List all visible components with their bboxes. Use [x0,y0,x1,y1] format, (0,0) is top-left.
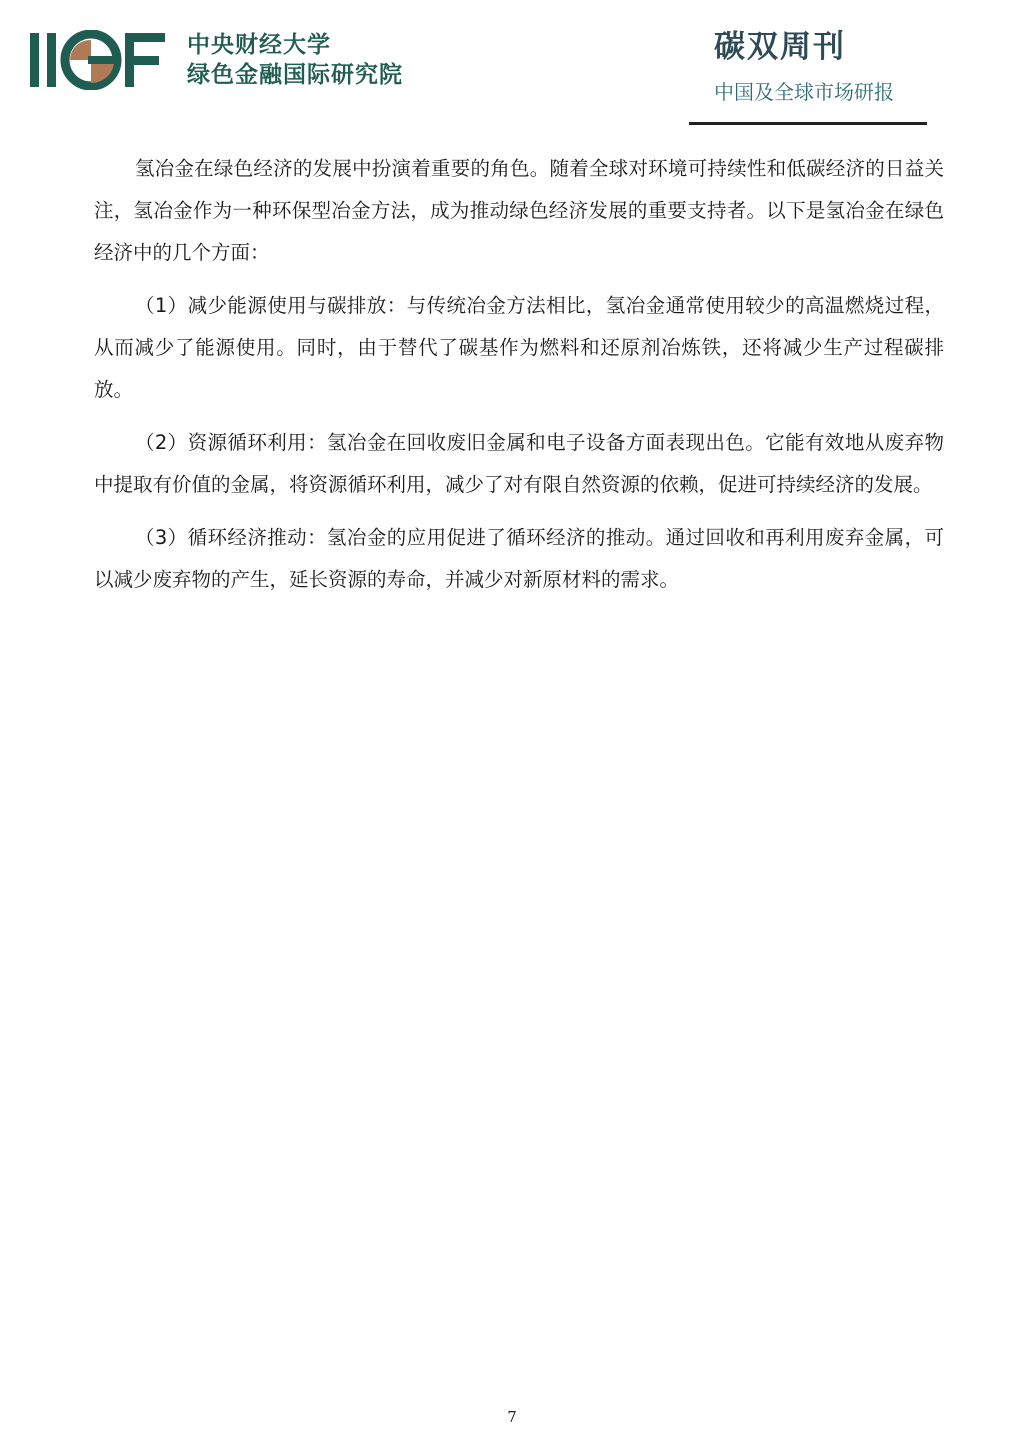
institute-line-1: 中央财经大学 [187,32,331,58]
point-2-paragraph: （2）资源循环利用：氢冶金在回收废旧金属和电子设备方面表现出色。它能有效地从废弃物中提取有价值的金属，将资源循环利用，减少了对有限自然资源的依赖，促进可持续经济的发展。 [94,431,944,496]
point-3-paragraph: （3）循环经济推动：氢冶金的应用促进了循环经济的推动。通过回收和再利用废弃金属，可以减少废弃物的产生，延长资源的寿命，并减少对新原材料的需求。 [94,526,944,591]
point-1-paragraph: （1）减少能源使用与碳排放：与传统冶金方法相比，氢冶金通常使用较少的高温燃烧过程，从而减少了能源使用。同时，由于替代了碳基作为燃料和还原剂冶炼铁，还将减少生产过程碳排放。 [94,294,944,401]
page-header [0,0,1024,130]
intro-paragraph: 氢冶金在绿色经济的发展中扮演着重要的角色。随着全球对环境可持续性和低碳经济的日益关注，氢冶金作为一种环保型冶金方法，成为推动绿色经济发展的重要支持者。以下是氢冶金在绿色经济中的几个方面： [94,157,944,264]
publication-subtitle: 中国及全球市场研报 [714,80,894,104]
publication-title: 碳双周刊 [714,29,846,65]
body-text [94,148,944,612]
header-divider [689,122,927,125]
page-number: 7 [507,1408,517,1426]
institute-name [187,30,403,90]
publication-block [714,26,954,106]
institute-line-2: 绿色金融国际研究院 [187,62,403,88]
iigf-logo [30,30,170,90]
